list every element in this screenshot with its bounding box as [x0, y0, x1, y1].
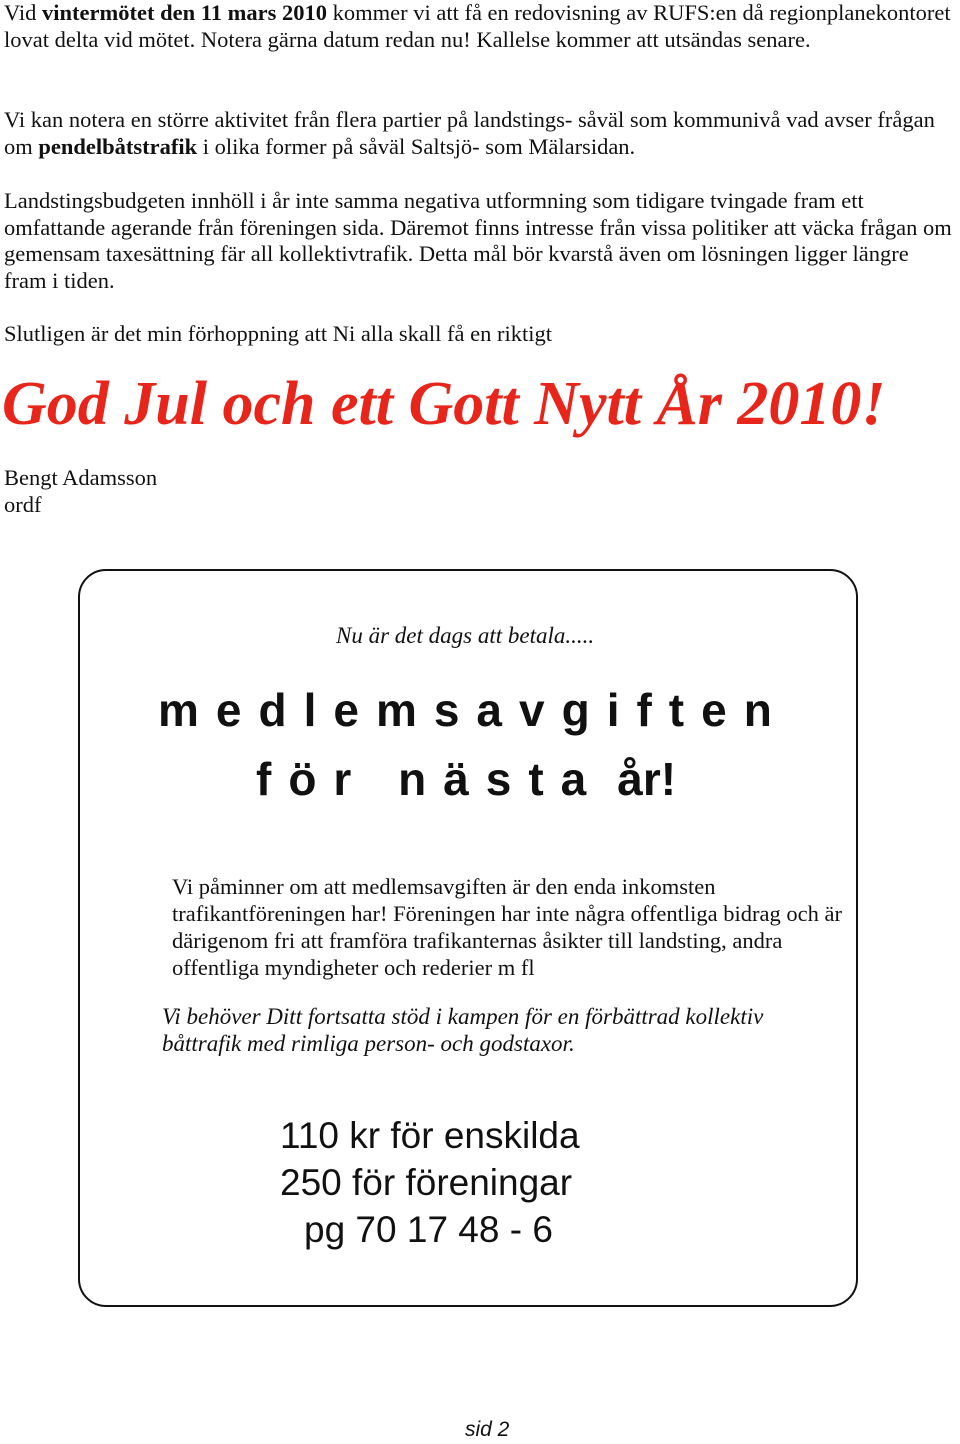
signature-name: Bengt Adamsson [4, 465, 158, 490]
support-appeal: Vi behöver Ditt fortsatta stöd i kampen för en förbättrad kollektiv båttrafik med rimliga person- och godstaxor. [162, 1004, 764, 1056]
price-individual: 110 kr för enskilda [280, 1115, 580, 1156]
fee-title-line1: medlemsavgiften [158, 684, 789, 736]
membership-fee-box [78, 569, 858, 1307]
page-number: sid 2 [465, 1418, 510, 1441]
p1-text-end: kommer vi att få en redovisning av RUFS:en då regionplanekontoret lovat delta vid mötet. Notera gärna datum redan nu! Kallelse kommer att utsändas senare. [4, 0, 951, 52]
p1-bold-date: vintermötet den 11 mars 2010 [42, 0, 327, 25]
signature [4, 464, 157, 518]
p2-text-end: i olika former på såväl Saltsjö- som Mälarsidan. [197, 133, 636, 159]
payment-intro: Nu är det dags att betala..... [336, 623, 595, 648]
signature-role: ordf [4, 492, 42, 517]
paragraph-winter-meeting [4, 0, 956, 53]
price-associations: 250 för föreningar [280, 1162, 573, 1203]
p2-text-start: Vi kan notera en större aktivitet från flera partier på landstings- såväl som kommunivå vad avser frågan om [4, 107, 935, 159]
fee-title-line2-part-b: år! [617, 753, 677, 805]
p2-bold-term: pendelbåtstrafik [38, 133, 198, 159]
fee-title-line2 [256, 752, 676, 806]
paragraph-county-budget: Landstingsbudgeten innhöll i år inte samma negativa utformning som tidigare tvingade fram ett omfattande agerande från föreningen sida. Däremot finns intresse från vissa politiker att väcka frågan om gemensam taxesättning fär all kollektivtrafik. Detta mål bör kvarstå även om lösningen ligger längre fram i tiden. [4, 188, 952, 293]
fee-title-line2-part-a: för nästa [256, 753, 604, 805]
paragraph-closing: Slutligen är det min förhoppning att Ni alla skall få en riktigt [4, 321, 553, 346]
holiday-greeting: God Jul och ett Gott Nytt År 2010! [2, 370, 886, 438]
fee-reminder-text: Vi påminner om att medlemsavgiften är den enda inkomsten trafikantföreningen har! Föreningen har inte några offentliga bidrag och är därigenom fri att framföra trafikanternas åsikter till landsting, andra offentliga myndigheter och rederier m fl [172, 874, 842, 980]
p1-text-start: Vid [4, 0, 43, 25]
paragraph-commuter-boats [4, 107, 956, 160]
postgiro-number: pg 70 17 48 - 6 [304, 1209, 553, 1250]
